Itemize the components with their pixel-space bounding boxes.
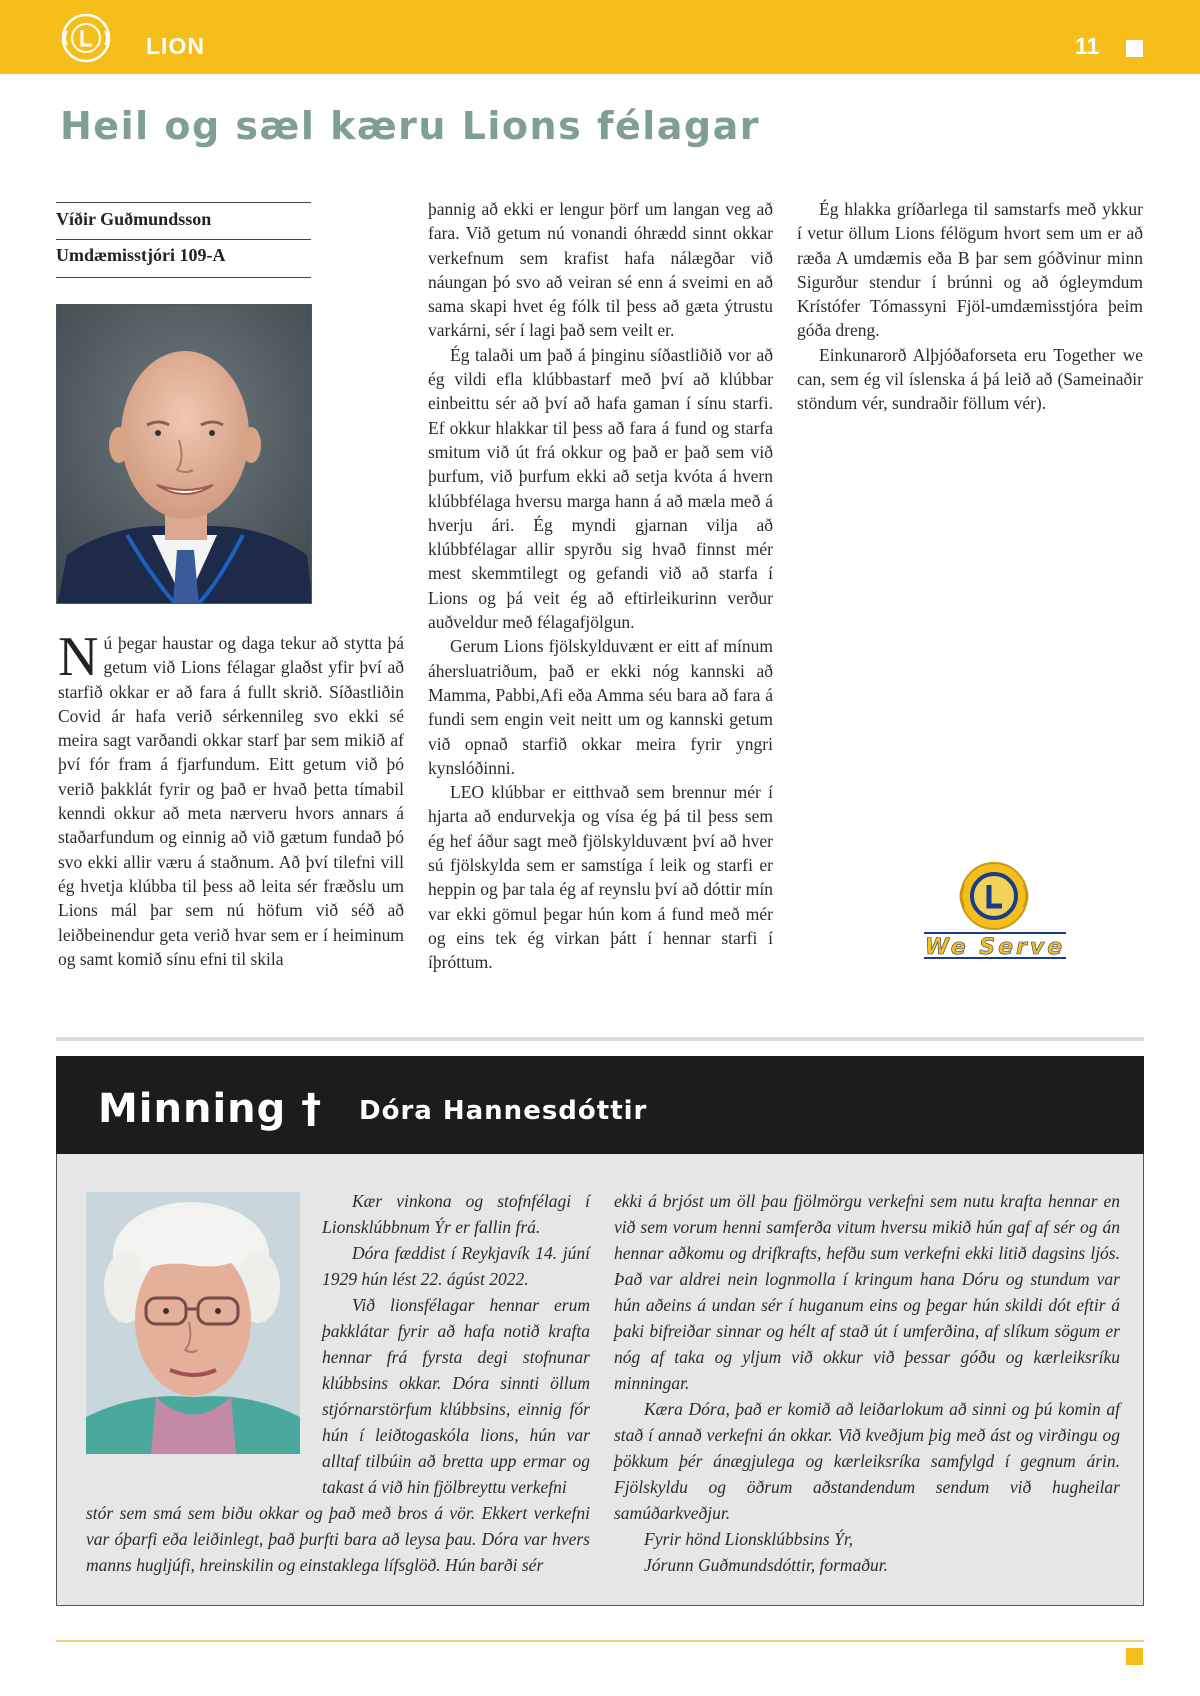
page-number: 11 (1075, 33, 1100, 59)
footer-line (56, 1640, 1144, 1642)
col2-paragraph-1: þannig að ekki er lengur þörf um langan veg að fara. Við getum nú vonandi óhrædd sinnt okkar verkefnum sem krafist hafa nálægðar við náungan þó svo að veiran sé enn á sveimi en að sama skapi hvet ég fólk til þess að gæta ýtrustu varkárni, sér í lagi það sem veilt er. (428, 199, 773, 341)
byline-rule-middle (56, 239, 311, 240)
magazine-name: LION (146, 33, 205, 59)
obituary-paragraph-3-cont: stór sem smá sem biðu okkar og það með bros á vör. Ekkert verkefni var óþarfi eða leiðinlegt, það þurfti bara að leysa þau. Dóra var hvers manns hugljúfi, hreinskilin og einstaklega lífsglöð. Hún barði sér (86, 1503, 590, 1575)
col2-paragraph-4: LEO klúbbar er eitthvað sem brennur mér í hjarta að endurvekja og vísa ég þá til þess sem ég hef áður sagt með fjölskylduvænt því að hver sú fjölskylda sem er samstíga í leik og starfi er heppin og þar tala ég af reynslu því að dóttir mín var ekki gömul þegar hún kom á fund með mér og eins tek ég virkan þátt í hennar starfi í íþróttum. (428, 782, 773, 973)
obituary-signature-2: Jórunn Guðmundsdóttir, formaður. (644, 1555, 889, 1575)
author-name: Víðir Guðmundsson (56, 209, 212, 229)
section-divider (56, 1037, 1144, 1041)
footer-square (1126, 1648, 1143, 1665)
col2-paragraph-3: Gerum Lions fjölskylduvænt er eitt af mínum áhersluatriðum, það er ekki nóg kannski að Mamma, Pabbi,Afi eða Amma séu bara að fara á fundi sem engin veit neitt um og kannski getum við opnað starfið okkar meira fyrir yngri kynslóðinni. (428, 636, 773, 778)
col3-paragraph-2: Einkunarorð Alþjóðaforseta eru Together we can, sem ég vil íslenska á þá leið að (Sameinaðir stöndum vér, sundraðir föllum vér). (797, 344, 1143, 414)
col1-paragraph: ú þegar haustar og daga tekur að stytta þá getum við Lions félagar glaðst yfir því að starfið okkar er að fara á fullt skrið. Síðastliðin Covid ár hafa verið sérkennileg svo ekki sé meira sagt varðandi okkar starf þar sem mikið af því fór fram á fjarfundum. Eitt getum við þó verið þakklát fyrir og það er hvað þetta tímabil kenndi okkur að meta nærveru hvors annars á staðarfundum og einnig að við gætum fundað þó svo ekki allir væru á staðnum. Að því tilefni vill ég hvetja klúbba til þess að leita sér fræðslu um Lions mál þar sem nú höfum við séð að leiðbeinendur geta verið hvar sem er í heiminum og samt komið sínu efni til skila (58, 633, 404, 969)
author-photo (56, 304, 312, 604)
lions-emblem-icon (61, 13, 111, 63)
we-serve-text: We Serve (924, 935, 1066, 960)
dropcap-letter: N (58, 626, 99, 688)
obituary-paragraph-1: Kær vinkona og stofnfélagi í Lionsklúbbnum Ýr er fallin frá. (322, 1191, 590, 1237)
article-title: Heil og sæl kæru Lions félagar (60, 104, 760, 148)
article-column-2 (428, 197, 773, 975)
obituary-col2-paragraph-2: Kæra Dóra, það er komið að leiðarlokum að sinni og þú komin af stað í annað verkefni án okkar. Við kveðjum þig með ást og virðingu og þökkum þér ánægjulega og kærleiksríka samfylgd í gegnum árin. Fjölskyldu og öðrum aðstandendum sendum við hugheilar samúðarkveðjur. (614, 1399, 1120, 1523)
col2-paragraph-2: Ég talaði um það á þinginu síðastliðið vor að ég vildi efla klúbbastarf með því að klúbbar einbeittu sér að því að hafa gaman í sínu starfi. Ef okkur hlakkar til þess að fara á fund og starfa smitum við út frá okkur og það er það sem við þurfum, við þurfum ekki að setja kvóta á hvern klúbbfélaga hversu marga hann á að mæla með á hverju ári. Ég myndi gjarnan vilja að klúbbfélagar allir spyrðu sig hvað finnst mér mest skemmtilegt og gefandi við að starfa í Lions og þá veit ég að eftirleikurinn verður auðveldur með félagafjölgun. (428, 344, 773, 633)
article-column-1 (58, 626, 404, 971)
byline-rule-bottom (56, 277, 311, 278)
obituary-col2-paragraph-1: ekki á brjóst um öll þau fjölmörgu verkefni sem nutu krafta hennar en við sem vorum henni samferða vitum hversu mikið hún gaf af sér og án hennar aðkomu og drifkrafts, hefðu sum verkefni ekki litið dagsins ljós. Það var aldrei nein lognmolla í kringum hana Dóru og stundum var hún aðeins á undan sér í huganum eins og þegar hún skildi dót eftir á þaki bifreiðar sinnar og hélt af stað út í umferðina, af slíkum sögum er nóg af taka og yljum við okkur við þessar góðu og kærleiksríku minningar. (614, 1191, 1120, 1393)
obituary-column-2 (614, 1188, 1120, 1578)
byline-rule-top (56, 202, 311, 203)
obituary-paragraph-2: Dóra fæddist í Reykjavík 14. júní 1929 hún lést 22. ágúst 2022. (322, 1243, 590, 1289)
obituary-label: Minning † (98, 1086, 323, 1132)
obituary-header (56, 1056, 1144, 1154)
obituary-paragraph-3: Við lionsfélagar hennar erum þakklátar fyrir að hafa notið krafta hennar frá fyrsta degi stofnunar klúbbsins okkar. Dóra sinnti öllum stjórnarstörfum klúbbsins, einnig fór hún í leiðtogaskóla lions, hún var alltaf tilbúin að bretta upp ermar og takast á við hin fjölbreyttu verkefni (322, 1295, 590, 1497)
obituary-column-1-bottom (86, 1500, 590, 1578)
obituary-photo (86, 1192, 300, 1454)
article-column-3 (797, 197, 1143, 416)
obituary-signature-1: Fyrir hönd Lionsklúbbsins Ýr, (644, 1529, 854, 1549)
obituary-name: Dóra Hannesdóttir (359, 1096, 648, 1126)
col3-paragraph-1: Ég hlakka gríðarlega til samstarfs með ykkur í vetur öllum Lions félögum hvort sem um er að ræða A umdæmis eða B þar sem góðvinur minn Sigurður stendur í brúnni og að ógleymdum Krístófer Tómassyni Fjöl-umdæmisstjóra þeim góða dreng. (797, 199, 1143, 341)
obituary-column-1-top (322, 1188, 590, 1500)
we-serve-logo (922, 860, 1068, 960)
author-role: Umdæmisstjóri 109-A (56, 245, 226, 265)
header-bar (0, 0, 1200, 74)
header-square (1126, 40, 1143, 57)
